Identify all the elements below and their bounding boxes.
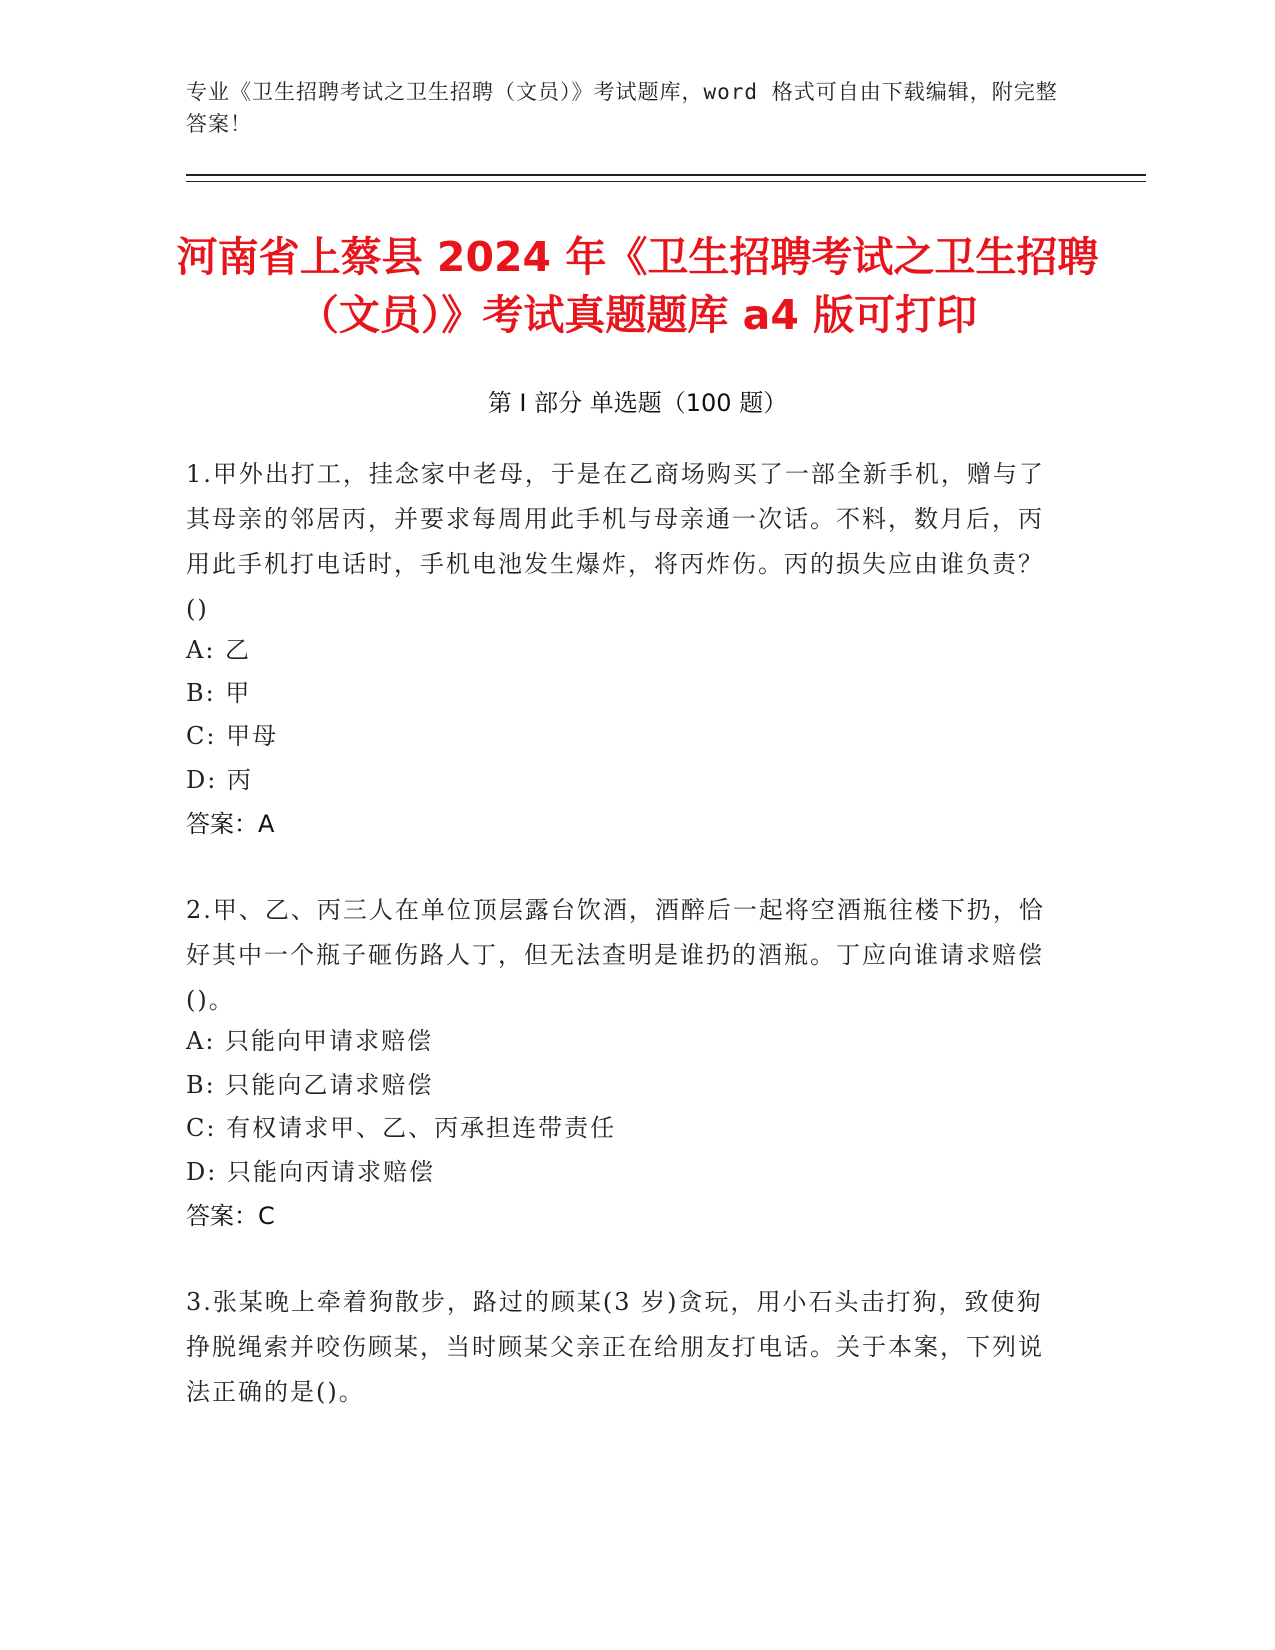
section-title: 第 I 部分 单选题（100 题） (487, 389, 788, 417)
header-note: 专业《卫生招聘考试之卫生招聘（文员）》考试题库，word 格式可自由下载编辑，附完整答案！ (186, 80, 1058, 136)
question-2-option-a: A: 只能向甲请求赔偿 (186, 1027, 434, 1055)
question-1-answer: 答案：A (186, 810, 275, 838)
question-3-text: 3.张某晚上牵着狗散步，路过的顾某(3 岁)贪玩，用小石头击打狗，致使狗挣脱绳索并咬伤顾某，当时顾某父亲正在给朋友打电话。关于本案，下列说法正确的是()。 (186, 1288, 1044, 1406)
question-1-option-a: A: 乙 (186, 636, 252, 664)
document-title: 河南省上蔡县 2024 年《卫生招聘考试之卫生招聘（文员）》考试真题题库 a4 版可打印 (176, 233, 1099, 339)
question-2-answer: 答案：C (186, 1202, 275, 1230)
question-2-text: 2.甲、乙、丙三人在单位顶层露台饮酒，酒醉后一起将空酒瓶往楼下扔，恰好其中一个瓶子砸伤路人丁，但无法查明是谁扔的酒瓶。丁应向谁请求赔偿()。 (186, 896, 1045, 1014)
question-2-option-b: B: 只能向乙请求赔偿 (186, 1071, 434, 1099)
header-divider-thick (186, 174, 1146, 176)
question-1-text: 1.甲外出打工，挂念家中老母，于是在乙商场购买了一部全新手机，赠与了其母亲的邻居丙，并要求每周用此手机与母亲通一次话。不料，数月后，丙用此手机打电话时，手机电池发生爆炸，将丙炸伤。丙的损失应由谁负责？() (186, 460, 1045, 623)
question-2-option-d: D: 只能向丙请求赔偿 (186, 1158, 435, 1186)
question-1-option-c: C: 甲母 (186, 722, 279, 750)
question-1-option-b: B: 甲 (186, 679, 252, 707)
question-1-option-d: D: 丙 (186, 766, 253, 794)
header-divider-thin (186, 181, 1146, 182)
question-2-option-c: C: 有权请求甲、乙、丙承担连带责任 (186, 1114, 617, 1142)
